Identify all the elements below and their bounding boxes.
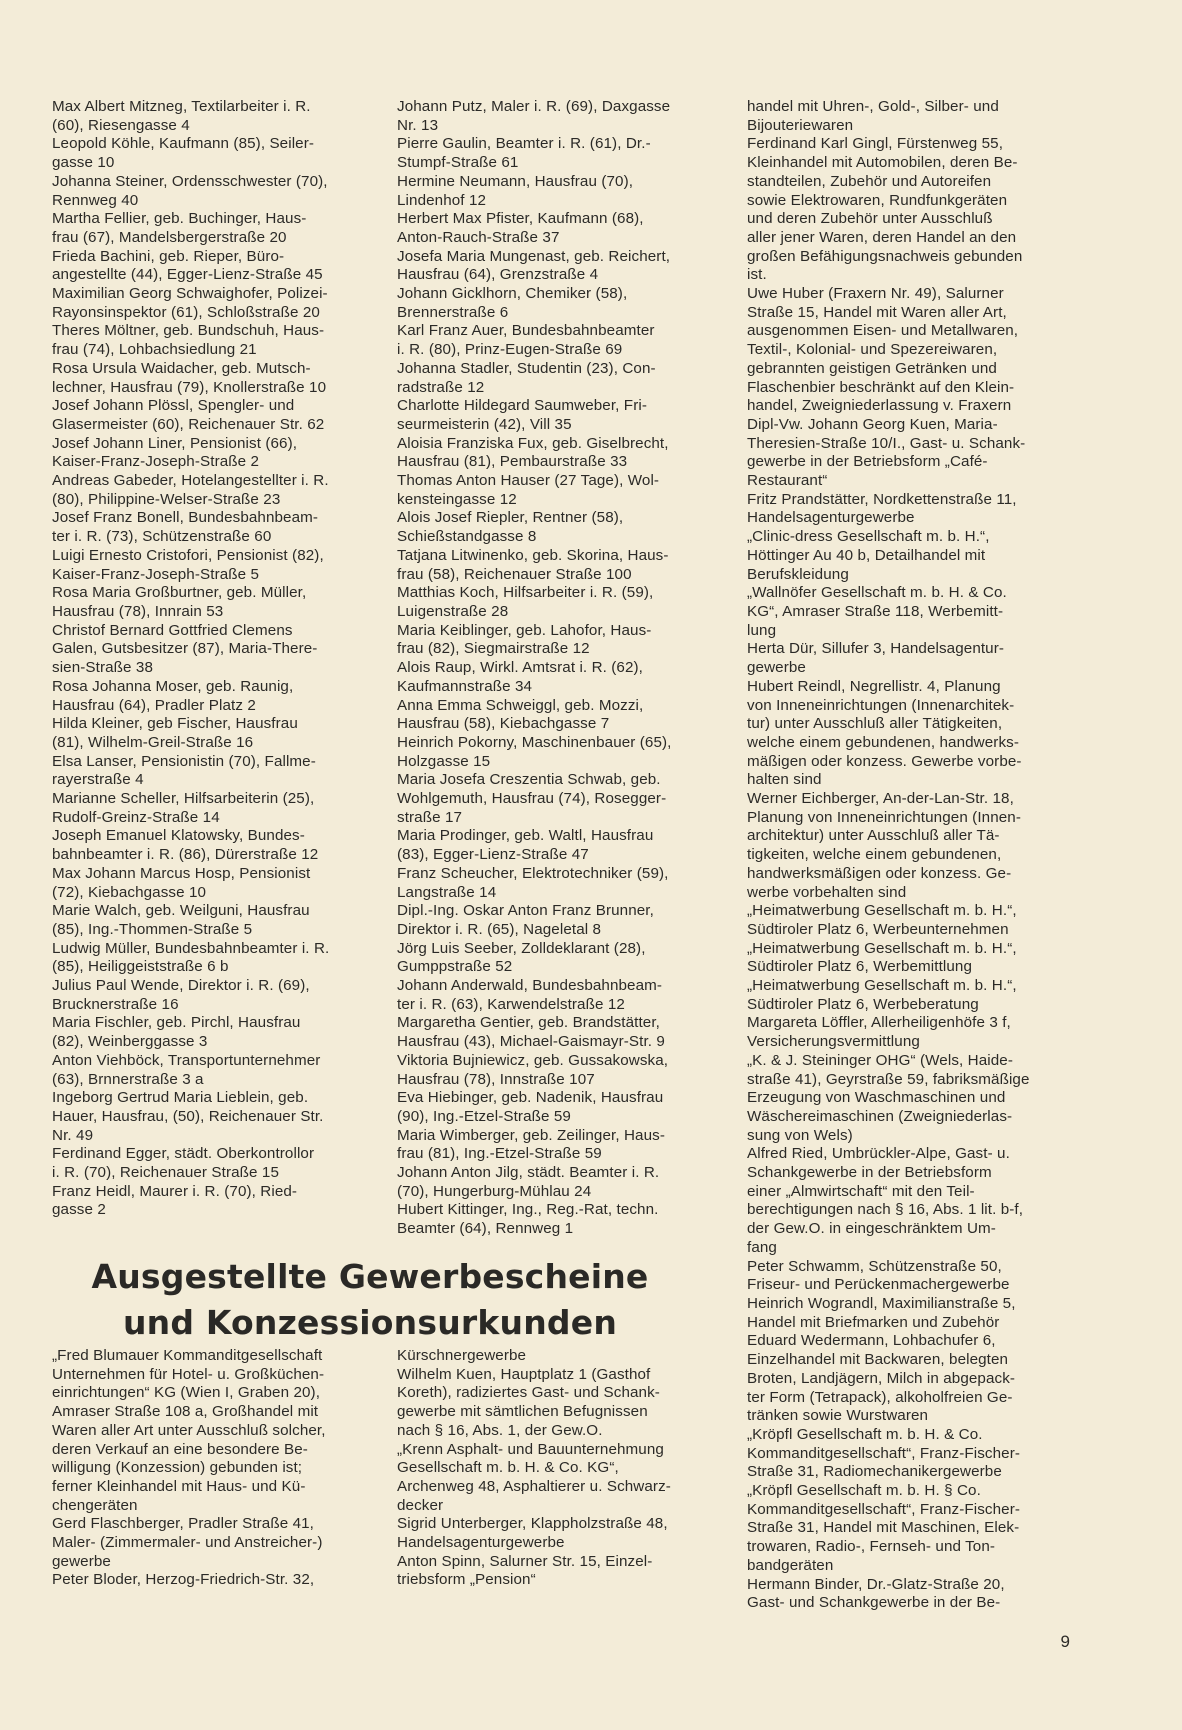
text-line: lung — [747, 621, 777, 639]
text-line: Hubert Kittinger, Ing., Reg.-Rat, techn. — [397, 1201, 659, 1219]
text-line: „Kröpfl Gesellschaft m. b. H. § Co. — [747, 1482, 981, 1500]
text-line: chengeräten — [52, 1496, 138, 1514]
text-line: Eduard Wedermann, Lohbachufer 6, — [747, 1332, 996, 1350]
text-line: gewerbe in der Betriebsform „Café- — [747, 453, 988, 471]
text-line: Hauer, Hausfrau, (50), Reichenauer Str. — [52, 1107, 324, 1125]
text-line: Gerd Flaschberger, Pradler Straße 41, — [52, 1515, 315, 1533]
text-line: Alfred Ried, Umbrückler-Alpe, Gast- u. — [747, 1145, 1010, 1163]
text-line: Nr. 13 — [397, 116, 439, 134]
text-line: Rayonsinspektor (61), Schloßstraße 20 — [52, 303, 320, 321]
text-line: Rennweg 40 — [52, 191, 139, 209]
text-line: (83), Egger-Lienz-Straße 47 — [397, 846, 589, 864]
text-line: „Heimatwerbung Gesellschaft m. b. H.“, — [747, 902, 1017, 920]
text-line: Archenweg 48, Asphaltierer u. Schwarz- — [397, 1477, 671, 1495]
text-line: Amraser Straße 108 a, Großhandel mit — [52, 1403, 319, 1421]
text-line: sien-Straße 38 — [52, 659, 154, 677]
text-line: Marianne Scheller, Hilfsarbeiterin (25), — [52, 790, 315, 808]
text-line: Ferdinand Egger, städt. Oberkontrollor — [52, 1145, 315, 1163]
text-line: Johann Putz, Maler i. R. (69), Daxgasse — [397, 98, 671, 115]
text-line: radstraße 12 — [397, 378, 485, 396]
text-line: Kaiser-Franz-Joseph-Straße 2 — [52, 453, 260, 471]
text-line: ter i. R. (73), Schützenstraße 60 — [52, 528, 272, 546]
text-line: Thomas Anton Hauser (27 Tage), Wol- — [397, 472, 660, 490]
text-line: Hausfrau (43), Michael-Gaismayr-Str. 9 — [397, 1033, 665, 1051]
text-line: Hausfrau (78), Innstraße 107 — [397, 1070, 595, 1088]
text-line: tur) unter Ausschluß aller Tätigkeiten, — [747, 715, 1003, 733]
text-line: decker — [397, 1496, 444, 1514]
text-line: Erzeugung von Waschmaschinen und — [747, 1089, 1006, 1107]
text-line: Johann Anderwald, Bundesbahnbeam- — [397, 977, 663, 995]
text-line: gewerbe — [52, 1552, 111, 1570]
text-line: Hubert Reindl, Negrellistr. 4, Planung — [747, 677, 1001, 695]
text-line: bahnbeamter i. R. (86), Dürerstraße 12 — [52, 846, 319, 864]
text-line: (72), Kiebachgasse 10 — [52, 883, 207, 901]
text-line: Anton Spinn, Salurner Str. 15, Einzel- — [397, 1552, 653, 1570]
text-line: Südtiroler Platz 6, Werbeberatung — [747, 995, 979, 1013]
text-line: Textil-, Kolonial- und Spezereiwaren, — [747, 341, 998, 359]
text-line: Wilhelm Kuen, Hauptplatz 1 (Gasthof — [397, 1365, 651, 1383]
text-line: Josef Johann Liner, Pensionist (66), — [52, 434, 298, 452]
text-line: (85), Heiliggeiststraße 6 b — [52, 958, 229, 976]
text-line: Wäschereimaschinen (Zweigniederlas- — [747, 1107, 1013, 1125]
text-line: Kleinhandel mit Automobilen, deren Be- — [747, 154, 1018, 172]
text-line: Luigenstraße 28 — [397, 602, 509, 620]
text-line: Restaurant“ — [747, 472, 828, 490]
text-line: Uwe Huber (Fraxern Nr. 49), Salurner — [747, 285, 1004, 303]
column-left-deaths — [52, 98, 372, 1220]
text-line: Herta Dür, Sillufer 3, Handelsagentur- — [747, 640, 1005, 658]
text-line: Straße 31, Radiomechanikergewerbe — [747, 1463, 1002, 1481]
text-line: Schankgewerbe in der Betriebsform — [747, 1164, 992, 1182]
text-line: Josef Franz Bonell, Bundesbahnbeam- — [52, 509, 319, 527]
text-line: Hermann Binder, Dr.-Glatz-Straße 20, — [747, 1575, 1005, 1593]
text-line: „Kröpfl Gesellschaft m. b. H. & Co. — [747, 1425, 983, 1443]
text-line: nach § 16, Abs. 1, der Gew.O. — [397, 1421, 603, 1439]
text-line: Marie Walch, geb. Weilguni, Hausfrau — [52, 902, 310, 920]
text-line: Rosa Ursula Waidacher, geb. Mutsch- — [52, 359, 311, 377]
text-line: Bijouteriewaren — [747, 116, 854, 134]
text-line: werbe vorbehalten sind — [747, 883, 907, 901]
text-line: willigung (Konzession) gebunden ist; — [52, 1459, 303, 1477]
text-line: gewerbe mit sämtlichen Befugnissen — [397, 1403, 648, 1421]
text-line: Andreas Gabeder, Hotelangestellter i. R. — [52, 472, 329, 490]
text-line: Höttinger Au 40 b, Detailhandel mit — [747, 546, 986, 564]
text-line: Stumpf-Straße 61 — [397, 154, 519, 172]
text-line: frau (58), Reichenauer Straße 100 — [397, 565, 632, 583]
text-line: straße 17 — [397, 808, 463, 826]
text-line: Straße 31, Handel mit Maschinen, Elek- — [747, 1519, 1020, 1537]
text-line: Lindenhof 12 — [397, 191, 487, 209]
text-line: Gesellschaft m. b. H. & Co. KG“, — [397, 1459, 619, 1477]
text-line: handel mit Uhren-, Gold-, Silber- und — [747, 98, 999, 115]
text-line: Friseur- und Perückenmachergewerbe — [747, 1276, 1010, 1294]
text-line: Charlotte Hildegard Saumweber, Fri- — [397, 397, 647, 415]
text-line: frau (74), Lohbachsiedlung 21 — [52, 341, 257, 359]
text-line: Hilda Kleiner, geb Fischer, Hausfrau — [52, 715, 298, 733]
text-line: Handel mit Briefmarken und Zubehör — [747, 1313, 1000, 1331]
text-line: Flaschenbier beschränkt auf den Klein- — [747, 378, 1015, 396]
text-line: Julius Paul Wende, Direktor i. R. (69), — [52, 977, 310, 995]
text-line: Josef Johann Plössl, Spengler- und — [52, 397, 295, 415]
text-line: Ferdinand Karl Gingl, Fürstenweg 55, — [747, 135, 1004, 153]
text-line: architektur) unter Ausschluß aller Tä- — [747, 827, 1000, 845]
text-line: Maler- (Zimmermaler- und Anstreicher-) — [52, 1534, 323, 1552]
text-line: Kaufmannstraße 34 — [397, 677, 533, 695]
text-line: Handelsagenturgewerbe — [747, 509, 915, 527]
text-line: frau (67), Mandelsbergerstraße 20 — [52, 228, 287, 246]
text-line: Fritz Prandstätter, Nordkettenstraße 11, — [747, 490, 1017, 508]
text-line: Viktoria Bujniewicz, geb. Gussakowska, — [397, 1051, 669, 1069]
page-number: 9 — [1060, 1632, 1070, 1651]
text-line: Luigi Ernesto Cristofori, Pensionist (82), — [52, 546, 324, 564]
text-line: Berufskleidung — [747, 565, 849, 583]
text-line: Alois Raup, Wirkl. Amtsrat i. R. (62), — [397, 659, 644, 677]
column-right-licenses — [747, 98, 1067, 1613]
text-line: Langstraße 14 — [397, 883, 497, 901]
text-line: Margaretha Gentier, geb. Brandstätter, — [397, 1014, 660, 1032]
text-line: Theres Möltner, geb. Bundschuh, Haus- — [52, 322, 325, 340]
text-line: Heinrich Pokorny, Maschinenbauer (65), — [397, 733, 672, 751]
text-line: Hausfrau (64), Grenzstraße 4 — [397, 266, 599, 284]
text-line: Südtiroler Platz 6, Werbeunternehmen — [747, 920, 1009, 938]
text-line: gasse 2 — [52, 1201, 106, 1219]
text-line: ist. — [747, 266, 767, 284]
text-line: bandgeräten — [747, 1556, 834, 1574]
text-line: Brennerstraße 6 — [397, 303, 509, 321]
text-line: Ludwig Müller, Bundesbahnbeamter i. R. — [52, 939, 330, 957]
column-lower-middle-licenses — [397, 1347, 717, 1590]
text-line: Margareta Löffler, Allerheiligenhöfe 3 f, — [747, 1014, 1011, 1032]
text-line: angestellte (44), Egger-Lienz-Straße 45 — [52, 266, 323, 284]
text-line: Johanna Steiner, Ordensschwester (70), — [52, 172, 328, 190]
text-line: Max Johann Marcus Hosp, Pensionist — [52, 864, 311, 882]
column-lower-left-licenses — [52, 1347, 372, 1590]
text-line: Anton Viehböck, Transportunternehmer — [52, 1051, 321, 1069]
text-line: lechner, Hausfrau (79), Knollerstraße 10 — [52, 378, 327, 396]
text-line: Brucknerstraße 16 — [52, 995, 179, 1013]
text-line: einer „Almwirtschaft“ mit den Teil- — [747, 1182, 975, 1200]
text-line: Kommanditgesellschaft“, Franz-Fischer- — [747, 1444, 1021, 1462]
text-line: Theresien-Straße 10/I., Gast- u. Schank- — [747, 434, 1026, 452]
text-line: deren Verkauf an eine besondere Be- — [52, 1440, 308, 1458]
text-line: Jörg Luis Seeber, Zolldeklarant (28), — [397, 939, 646, 957]
text-line: tigkeiten, welche einem gebundenen, — [747, 846, 1002, 864]
text-line: „Heimatwerbung Gesellschaft m. b. H.“, — [747, 939, 1017, 957]
text-line: Hausfrau (78), Innrain 53 — [52, 602, 224, 620]
text-line: straße 41), Geyrstraße 59, fabriksmäßige — [747, 1070, 1030, 1088]
text-line: (60), Riesengasse 4 — [52, 116, 190, 134]
text-line: gebrannten geistigen Getränken und — [747, 359, 997, 377]
text-line: fang — [747, 1238, 777, 1256]
text-line: gasse 10 — [52, 154, 115, 172]
text-line: Handelsagenturgewerbe — [397, 1534, 565, 1552]
text-line: Galen, Gutsbesitzer (87), Maria-There- — [52, 640, 318, 658]
text-line: Matthias Koch, Hilfsarbeiter i. R. (59), — [397, 584, 654, 602]
text-line: Tatjana Litwinenko, geb. Skorina, Haus- — [397, 546, 669, 564]
heading-line-2: und Konzessionsurkunden — [122, 1303, 618, 1342]
text-line: Maria Prodinger, geb. Waltl, Hausfrau — [397, 827, 654, 845]
text-line: Ingeborg Gertrud Maria Lieblein, geb. — [52, 1089, 309, 1107]
text-line: Kürschnergewerbe — [397, 1347, 527, 1364]
text-line: Anna Emma Schweiggl, geb. Mozzi, — [397, 696, 644, 714]
text-line: Heinrich Wograndl, Maximilianstraße 5, — [747, 1295, 1016, 1312]
text-line: Johann Anton Jilg, städt. Beamter i. R. — [397, 1164, 660, 1182]
text-line: Hausfrau (64), Pradler Platz 2 — [52, 696, 256, 714]
text-line: „Wallnöfer Gesellschaft m. b. H. & Co. — [747, 584, 1007, 602]
text-line: „Heimatwerbung Gesellschaft m. b. H.“, — [747, 977, 1017, 995]
text-line: halten sind — [747, 771, 822, 789]
text-line: Maria Josefa Creszentia Schwab, geb. — [397, 771, 661, 789]
text-line: Hausfrau (58), Kiebachgasse 7 — [397, 715, 610, 733]
text-line: Aloisia Franziska Fux, geb. Giselbrecht, — [397, 434, 669, 452]
text-line: Einzelhandel mit Backwaren, belegten — [747, 1351, 1009, 1369]
text-line: Franz Heidl, Maurer i. R. (70), Ried- — [52, 1182, 298, 1200]
text-line: Kaiser-Franz-Joseph-Straße 5 — [52, 565, 260, 583]
text-line: mäßigen oder konzess. Gewerbe vorbe- — [747, 752, 1022, 770]
text-line: Nr. 49 — [52, 1126, 94, 1144]
text-line: Christof Bernard Gottfried Clemens — [52, 621, 293, 639]
text-line: der Gew.O. in eingeschränktem Um- — [747, 1220, 996, 1238]
text-line: Planung von Inneneinrichtungen (Innen- — [747, 808, 1022, 826]
text-line: handwerksmäßigen oder konzess. Ge- — [747, 864, 1012, 882]
text-line: (80), Philippine-Welser-Straße 23 — [52, 490, 281, 508]
text-line: ter i. R. (63), Karwendelstraße 12 — [397, 995, 625, 1013]
text-line: Holzgasse 15 — [397, 752, 491, 770]
text-line: Beamter (64), Rennweg 1 — [397, 1220, 574, 1238]
text-line: „Krenn Asphalt- und Bauunternehmung — [397, 1440, 664, 1458]
text-line: gewerbe — [747, 659, 806, 677]
text-line: von Inneneinrichtungen (Innenarchitek- — [747, 696, 1015, 714]
text-line: Franz Scheucher, Elektrotechniker (59), — [397, 864, 669, 882]
text-line: Kommanditgesellschaft“, Franz-Fischer- — [747, 1500, 1021, 1518]
text-line: Maximilian Georg Schwaighofer, Polizei- — [52, 285, 328, 303]
text-line: Karl Franz Auer, Bundesbahnbeamter — [397, 322, 655, 340]
text-line: Werner Eichberger, An-der-Lan-Str. 18, — [747, 790, 1014, 808]
text-line: (85), Ing.-Thommen-Straße 5 — [52, 920, 253, 938]
text-line: großen Befähigungsnachweis gebunden — [747, 247, 1023, 265]
text-line: Eva Hiebinger, geb. Nadenik, Hausfrau — [397, 1089, 664, 1107]
text-line: und deren Zubehör unter Ausschluß — [747, 210, 993, 228]
text-line: Frieda Bachini, geb. Rieper, Büro- — [52, 247, 285, 265]
text-line: Alois Josef Riepler, Rentner (58), — [397, 509, 624, 527]
text-line: Johann Gicklhorn, Chemiker (58), — [397, 285, 628, 303]
text-line: ausgenommen Eisen- und Metallwaren, — [747, 322, 1019, 340]
text-line: „Fred Blumauer Kommanditgesellschaft — [52, 1347, 323, 1364]
text-line: trowaren, Radio-, Fernseh- und Ton- — [747, 1538, 996, 1556]
text-line: Peter Schwamm, Schützenstraße 50, — [747, 1257, 1002, 1275]
text-line: einrichtungen“ KG (Wien I, Graben 20), — [52, 1384, 321, 1402]
text-line: ter Form (Tetrapack), alkoholfreien Ge- — [747, 1388, 1013, 1406]
text-line: seurmeisterin (42), Vill 35 — [397, 415, 572, 433]
section-heading — [40, 1254, 700, 1346]
text-line: Gumppstraße 52 — [397, 958, 513, 976]
text-line: Max Albert Mitzneg, Textilarbeiter i. R. — [52, 98, 311, 115]
text-line: berechtigungen nach § 16, Abs. 1 lit. b-f, — [747, 1201, 1024, 1219]
text-line: Rosa Maria Großburtner, geb. Müller, — [52, 584, 307, 602]
text-line: handel, Zweigniederlassung v. Fraxern — [747, 397, 1012, 415]
text-line: „K. & J. Steininger OHG“ (Wels, Haide- — [747, 1051, 1013, 1069]
text-line: Koreth), radiziertes Gast- und Schank- — [397, 1384, 660, 1402]
text-line: (63), Brnnerstraße 3 a — [52, 1070, 204, 1088]
text-line: Leopold Köhle, Kaufmann (85), Seiler- — [52, 135, 315, 153]
text-line: rayerstraße 4 — [52, 771, 144, 789]
text-line: tränken sowie Wurstwaren — [747, 1407, 929, 1425]
text-line: Sigrid Unterberger, Klappholzstraße 48, — [397, 1515, 668, 1533]
text-line: Dipl-Vw. Johann Georg Kuen, Maria- — [747, 415, 998, 433]
text-line: Hermine Neumann, Hausfrau (70), — [397, 172, 634, 190]
text-line: Herbert Max Pfister, Kaufmann (68), — [397, 210, 644, 228]
text-line: frau (81), Ing.-Etzel-Straße 59 — [397, 1145, 602, 1163]
text-line: Rudolf-Greinz-Straße 14 — [52, 808, 220, 826]
text-line: Versicherungsvermittlung — [747, 1033, 920, 1051]
text-line: standteilen, Zubehör und Autoreifen — [747, 172, 992, 190]
text-line: i. R. (70), Reichenauer Straße 15 — [52, 1164, 279, 1182]
text-line: Maria Wimberger, geb. Zeilinger, Haus- — [397, 1126, 665, 1144]
text-line: KG“, Amraser Straße 118, Werbemitt- — [747, 602, 1004, 620]
text-line: (90), Ing.-Etzel-Straße 59 — [397, 1107, 571, 1125]
text-line: triebsform „Pension“ — [397, 1571, 536, 1589]
text-line: Glasermeister (60), Reichenauer Str. 62 — [52, 415, 325, 433]
text-line: (70), Hungerburg-Mühlau 24 — [397, 1182, 592, 1200]
text-line: Schießstandgasse 8 — [397, 528, 537, 546]
text-line: Direktor i. R. (65), Nageletal 8 — [397, 920, 602, 938]
text-line: Straße 15, Handel mit Waren aller Art, — [747, 303, 1007, 321]
text-line: Unternehmen für Hotel- u. Großküchen- — [52, 1365, 325, 1383]
text-line: aller jener Waren, deren Handel an den — [747, 228, 1017, 246]
text-line: „Clinic-dress Gesellschaft m. b. H.“, — [747, 528, 990, 546]
column-middle-deaths — [397, 98, 717, 1239]
text-line: kensteingasse 12 — [397, 490, 517, 508]
text-line: (82), Weinberggasse 3 — [52, 1033, 208, 1051]
text-line: Peter Bloder, Herzog-Friedrich-Str. 32, — [52, 1571, 315, 1589]
text-line: Elsa Lanser, Pensionistin (70), Fallme- — [52, 752, 316, 770]
text-line: Hausfrau (81), Pembaurstraße 33 — [397, 453, 628, 471]
text-line: frau (82), Siegmairstraße 12 — [397, 640, 590, 658]
text-line: Broten, Landjägern, Milch in abgepack- — [747, 1369, 1016, 1387]
text-line: Südtiroler Platz 6, Werbemittlung — [747, 958, 973, 976]
text-line: Wohlgemuth, Hausfrau (74), Rosegger- — [397, 790, 667, 808]
text-line: Dipl.-Ing. Oskar Anton Franz Brunner, — [397, 902, 654, 920]
text-line: sung von Wels) — [747, 1126, 853, 1144]
text-line: sowie Elektrowaren, Rundfunkgeräten — [747, 191, 1008, 209]
text-line: ferner Kleinhandel mit Haus- und Kü- — [52, 1477, 306, 1495]
text-line: Rosa Johanna Moser, geb. Raunig, — [52, 677, 294, 695]
text-line: Pierre Gaulin, Beamter i. R. (61), Dr.- — [397, 135, 651, 153]
text-line: Joseph Emanuel Klatowsky, Bundes- — [52, 827, 305, 845]
text-line: welche einem gebundenen, handwerks- — [747, 733, 1019, 751]
text-line: Waren aller Art unter Ausschluß solcher, — [52, 1421, 326, 1439]
heading-line-1: Ausgestellte Gewerbescheine — [91, 1257, 649, 1296]
text-line: Anton-Rauch-Straße 37 — [397, 228, 560, 246]
text-line: Maria Fischler, geb. Pirchl, Hausfrau — [52, 1014, 301, 1032]
text-line: Martha Fellier, geb. Buchinger, Haus- — [52, 210, 307, 228]
text-line: i. R. (80), Prinz-Eugen-Straße 69 — [397, 341, 623, 359]
text-line: Johanna Stadler, Studentin (23), Con- — [397, 359, 656, 377]
text-line: (81), Wilhelm-Greil-Straße 16 — [52, 733, 254, 751]
text-line: Gast- und Schankgewerbe in der Be- — [747, 1594, 1001, 1612]
text-line: Josefa Maria Mungenast, geb. Reichert, — [397, 247, 671, 265]
text-line: Maria Keiblinger, geb. Lahofor, Haus- — [397, 621, 652, 639]
